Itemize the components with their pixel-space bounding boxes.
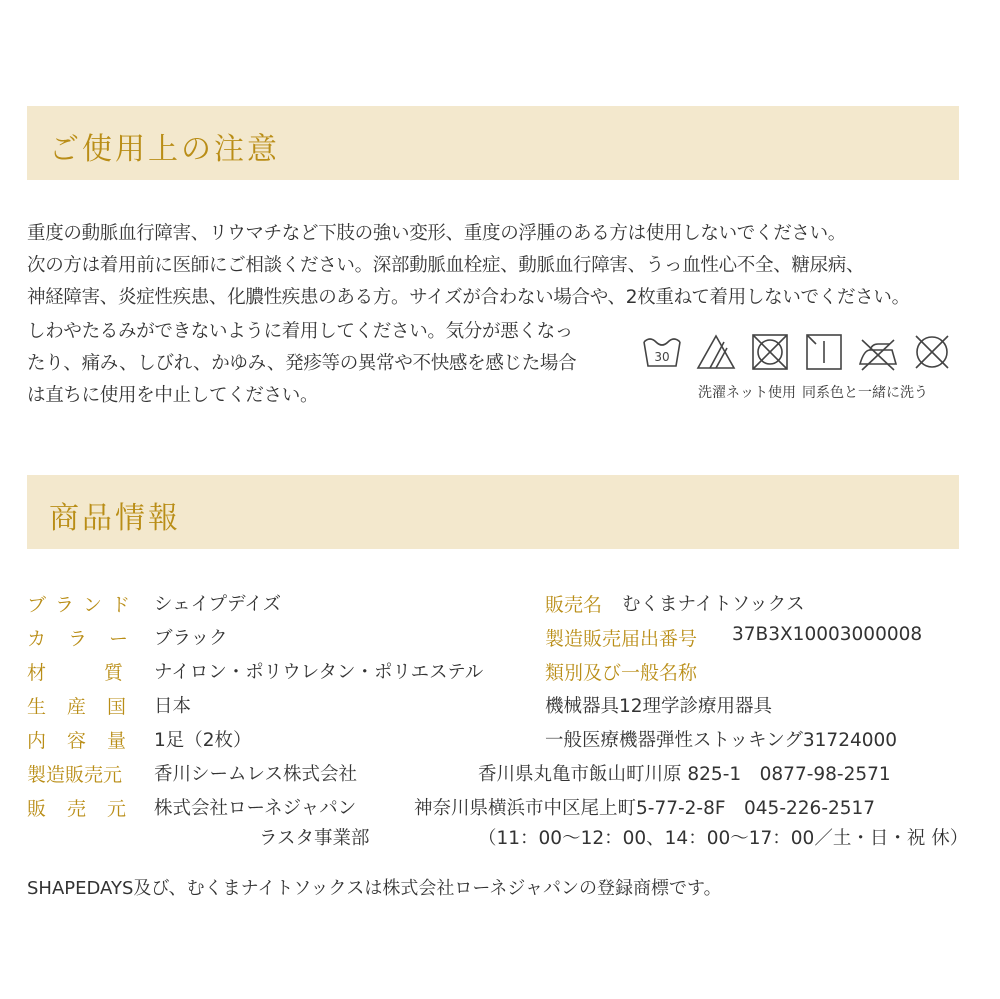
product-banner bbox=[27, 475, 959, 549]
care-note: 洗濯ネット使用 bbox=[698, 385, 796, 401]
wash-30-icon bbox=[640, 330, 684, 374]
label-quantity: 内容量 bbox=[27, 730, 148, 752]
caution-line: しわやたるみができないように着用してください。気分が悪くなっ bbox=[27, 321, 574, 342]
trademark-note: SHAPEDAYS及び、むくまナイトソックスは株式会社ローネジャパンの登録商標です。 bbox=[27, 878, 722, 899]
label-cert-no: 製造販売届出番号 bbox=[545, 628, 698, 650]
value-material: ナイロン・ポリウレタン・ポリエステル bbox=[154, 662, 484, 683]
care-note: 同系色と一緒に洗う bbox=[802, 385, 928, 401]
caution-line: 神経障害、炎症性疾患、化膿性疾患のある方。サイズが合わない場合や、2枚重ねて着用しないでください。 bbox=[27, 287, 910, 308]
caution-line: 重度の動脈血行障害、リウマチなど下肢の強い変形、重度の浮腫のある方は使用しないでください。 bbox=[27, 223, 847, 244]
caution-line: たり、痛み、しびれ、かゆみ、発疹等の異常や不快感を感じた場合 bbox=[27, 353, 577, 374]
care-notes bbox=[698, 382, 934, 402]
caution-banner bbox=[27, 106, 959, 180]
value-seller-division: ラスタ事業部 bbox=[259, 828, 370, 849]
caution-text bbox=[27, 218, 910, 314]
line-dry-icon bbox=[802, 330, 846, 374]
value-seller-address: 神奈川県横浜市中区尾上町5-77-2-8F 045-226-2517 bbox=[414, 798, 876, 819]
value-country: 日本 bbox=[154, 696, 192, 717]
value-color: ブラック bbox=[154, 628, 228, 649]
label-category: 類別及び一般名称 bbox=[545, 662, 698, 684]
label-sale-name: 販売名 bbox=[545, 594, 603, 616]
care-icons bbox=[640, 330, 960, 374]
value-cert-no: 37B3X10003000008 bbox=[732, 624, 923, 645]
value-hours: （11：00～12：00、14：00～17：00／土・日・祝 休） bbox=[478, 828, 969, 849]
label-brand: ブランド bbox=[27, 594, 140, 616]
value-seller: 株式会社ローネジャパン bbox=[154, 798, 357, 819]
caution-text-2 bbox=[27, 316, 576, 412]
value-category-2: 一般医療機器弾性ストッキング31724000 bbox=[545, 730, 898, 751]
caution-line: は直ちに使用を中止してください。 bbox=[27, 385, 319, 406]
label-seller: 販売元 bbox=[27, 798, 148, 820]
no-iron-icon bbox=[856, 330, 900, 374]
value-quantity: 1足（2枚） bbox=[154, 730, 252, 751]
label-country: 生産国 bbox=[27, 696, 148, 718]
svg-text:30: 30 bbox=[654, 350, 670, 364]
value-maker-address: 香川県丸亀市飯山町川原 825-1 0877-98-2571 bbox=[478, 764, 891, 785]
value-sale-name: むくまナイトソックス bbox=[622, 594, 805, 615]
value-manufacturer: 香川シームレス株式会社 bbox=[154, 764, 357, 785]
label-color: カラー bbox=[27, 628, 151, 650]
value-brand: シェイプデイズ bbox=[154, 594, 282, 615]
product-title: 商品情報 bbox=[49, 501, 181, 536]
label-material: 材質 bbox=[27, 662, 182, 684]
caution-title: ご使用上の注意 bbox=[49, 132, 280, 167]
label-manufacturer: 製造販売元 bbox=[27, 764, 123, 786]
no-tumble-dry-icon bbox=[748, 330, 792, 374]
no-dry-clean-icon bbox=[910, 330, 954, 374]
no-bleach-icon bbox=[694, 330, 738, 374]
value-category-1: 機械器具12理学診療用器具 bbox=[545, 696, 773, 717]
caution-line: 次の方は着用前に医師にご相談ください。深部動脈血栓症、動脈血行障害、うっ血性心不全、糖尿病、 bbox=[27, 255, 865, 276]
